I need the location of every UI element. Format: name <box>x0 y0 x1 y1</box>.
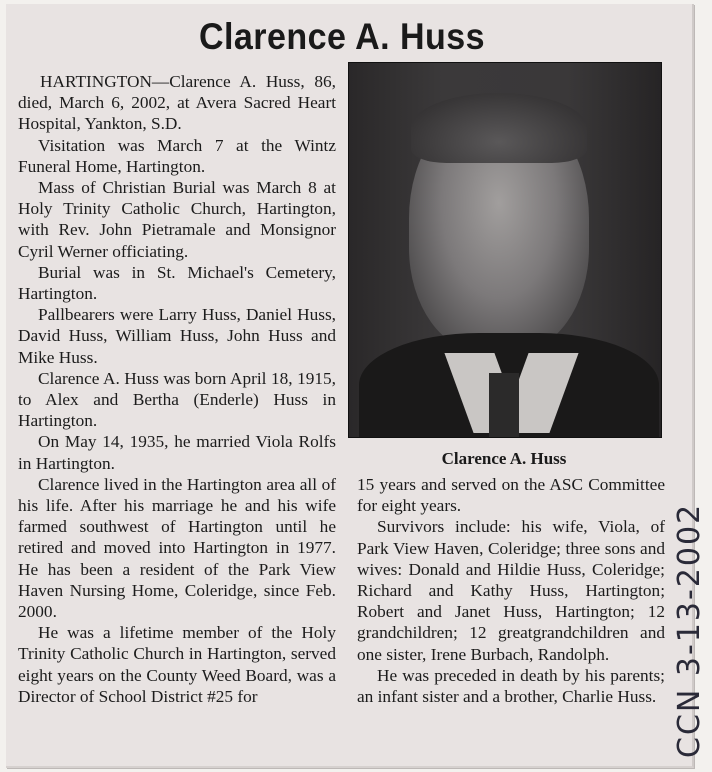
photo-hair <box>411 93 587 163</box>
paragraph-marriage: On May 14, 1935, he married Viola Rolfs in Hartington. <box>18 432 336 473</box>
paragraph-mass: Mass of Christian Burial was March 8 at Holy Trinity Catholic Church, Hartington, with Rev. John Pietramale and Monsignor Cyril Werner officiating. <box>18 178 336 261</box>
paragraph-survivors: Survivors include: his wife, Viola, of Park View Haven, Coleridge; three sons and wives: Donald and Hildie Huss, Coleridge; Richard and Kathy Huss, Hartington; Robert and Janet Huss, Hartington; 12 grandchildren; 12 greatgrandchildren and one sister, Irene Burbach, Randolph. <box>357 517 665 664</box>
portrait-photo <box>348 62 662 438</box>
paragraph-preceded: He was preceded in death by his parents; an infant sister and a brother, Charlie Huss. <box>357 665 665 707</box>
paragraph-death-notice: HARTINGTON—Clarence A. Huss, 86, died, March 6, 2002, at Avera Sacred Heart Hospital, Yankton, S.D. <box>18 72 336 134</box>
handwritten-date-note: CCN 3-13-2002 <box>672 502 707 758</box>
right-text-column <box>357 474 665 707</box>
obituary-headline: Clarence A. Huss <box>198 16 486 57</box>
left-text-column <box>18 71 336 707</box>
photo-caption: Clarence A. Huss <box>441 449 567 468</box>
paragraph-membership: He was a lifetime member of the Holy Trinity Catholic Church in Hartington, served eight years on the County Weed Board, was a Director of School District #25 for <box>18 623 336 706</box>
paragraph-birth: Clarence A. Huss was born April 18, 1915, to Alex and Bertha (Enderle) Huss in Hartington. <box>18 368 336 431</box>
photo-tie <box>489 373 519 438</box>
paragraph-pallbearers: Pallbearers were Larry Huss, Daniel Huss, David Huss, William Huss, John Huss and Mike Huss. <box>18 305 336 367</box>
obituary-clipping <box>6 4 694 768</box>
paragraph-life: Clarence lived in the Hartington area all of his life. After his marriage he and his wife farmed southwest of Hartington until he retired and moved into Hartington in 1977. He has been a resident of the Park View Haven Nursing Home, Coleridge, since Feb. 2000. <box>18 474 336 622</box>
paragraph-burial: Burial was in St. Michael's Cemetery, Hartington. <box>18 262 336 304</box>
paragraph-asc: 15 years and served on the ASC Committee for eight years. <box>357 475 665 516</box>
paragraph-visitation: Visitation was March 7 at the Wintz Funeral Home, Hartington. <box>18 135 336 176</box>
